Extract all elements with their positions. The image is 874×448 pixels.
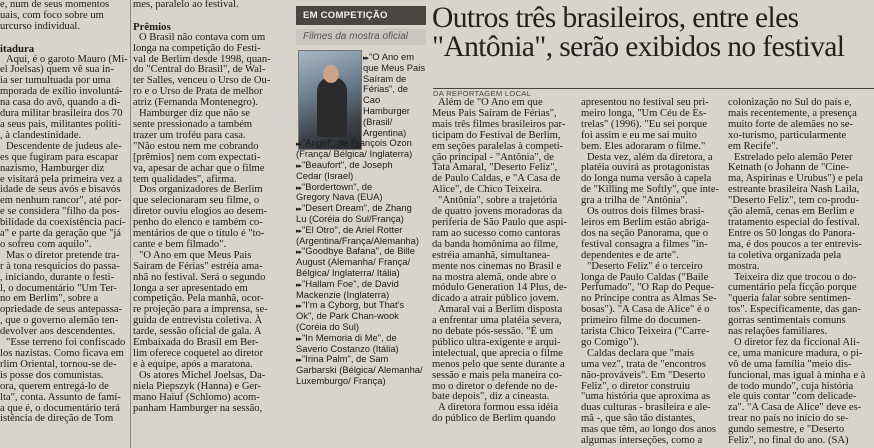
film-entry-text: "I'm a Cyborg, but That's [301, 299, 405, 311]
text-line: bilidade da coexistência pací- [0, 217, 126, 229]
competition-sidebar [296, 6, 426, 448]
text-line: atriz (Fernanda Montenegro). [133, 97, 259, 109]
text-line: tos". Especificamente, das gan- [728, 304, 861, 316]
text-line: e visitará pela primeira vez a [0, 173, 123, 185]
text-line: dicado a atrair público jovem. [432, 293, 559, 305]
text-line: panham Hamburger na sessão, [133, 402, 263, 414]
text-line: Entre os 50 longas do Panora- [728, 227, 856, 239]
bullet-arrow-icon: ▸▸ [296, 357, 302, 365]
headline-line-1: Outros três brasileiros, entre eles [432, 2, 799, 34]
byline: DA REPORTAGEM LOCAL [433, 89, 532, 98]
film-entry-text: "Hallam Foe", de David [301, 277, 399, 289]
text-line: Aqui, é o garoto Mauro (Mi- [6, 53, 128, 65]
text-line: no em Berlim", sobre a [0, 293, 99, 305]
text-line: mes, paralelo ao festival. [133, 0, 239, 10]
text-line: opriedade de seus antepassa- [0, 304, 123, 316]
text-line: dura militar brasileira dos 70 [0, 108, 123, 120]
text-line: ram ao sucesso como cantoras [432, 227, 561, 239]
text-line: es que fugiram para escapar [0, 151, 119, 163]
text-line: gorras sentimentais comuns [728, 315, 846, 327]
text-line: tratamento especial do festival. [728, 216, 860, 228]
text-line: meiro longa, "Um Céu de Es- [581, 107, 707, 119]
text-line: O Brasil não contava com um [139, 31, 266, 43]
film-entry-text: (Coréia do Sul) [296, 320, 360, 332]
text-line: no Príncipe contra as Almas Se- [581, 293, 717, 305]
film-entry-text: Cedar (Israel) [296, 169, 354, 181]
text-line: "Deserto Feliz", tem co-produ- [728, 195, 860, 207]
text-line: em Recife". [728, 140, 779, 152]
text-line: ora, querem entregá-lo de [0, 380, 109, 392]
article-column-5 [728, 98, 874, 448]
film-entry-line [296, 376, 426, 387]
bullet-arrow-icon: ▸▸ [296, 227, 302, 235]
text-line: do "Central do Brasil", de Wal- [133, 64, 266, 76]
text-line: mporada de exílio involuntá- [0, 86, 123, 98]
text-line: Caldas declara que "mais [587, 347, 694, 359]
text-line: Descendente de judeus ale- [6, 140, 122, 152]
bullet-arrow-icon: ▸▸ [296, 303, 302, 311]
text-line: , iniciando, durante o festi- [0, 271, 115, 283]
film-entry-text: "Desert Dream", de Zhang [301, 202, 412, 214]
text-line: gundo semestre, e "Deserto [728, 424, 845, 436]
article-column-4 [581, 98, 724, 448]
text-line: mentários de que o título é "to- [133, 228, 265, 240]
text-line: Tata Amaral, "Deserto Feliz", [432, 162, 558, 174]
text-line: que selecionaram seu filme, o [133, 195, 260, 207]
text-line: "O Ano em que Meus Pais [139, 249, 252, 261]
text-line: mas que têm, ao longo dos anos [581, 424, 717, 436]
text-line: ele quis contar "com delicade- [728, 391, 857, 403]
text-line: r à tona resquícios do passa- [0, 260, 120, 272]
text-line: istência de direção de Tom [0, 413, 114, 425]
text-line: el Joelsas) quem vê sua in- [0, 64, 114, 76]
text-line: mais três filmes brasileiros par- [432, 118, 566, 130]
text-line: festival consagra a filmes "in- [581, 238, 708, 250]
text-line: trelas" (1996). "Eu sei porque [581, 118, 708, 130]
text-line: go Comigo"). [581, 336, 639, 348]
text-line: tarde, sessão oficial de gala. A [133, 326, 262, 338]
bullet-arrow-icon: ▸▸ [296, 249, 302, 257]
text-line: apresentou no festival seu pri- [581, 98, 709, 108]
sidebar-header: EM COMPETIÇÃO [296, 6, 426, 25]
text-line: cumentário pela ficção porque [728, 282, 857, 294]
text-line: ticipam do Festival de Berlim, [432, 129, 561, 141]
film-entry-text: Argentina) [363, 126, 407, 138]
text-line: trazer um troféu para casa. [133, 129, 246, 141]
text-line: de Paulo Caldas, e "A Casa de [432, 173, 561, 185]
text-line: l, o documentário "Um Ter- [0, 282, 118, 294]
film-entry-text: Férias", de [363, 83, 409, 95]
text-line: dependentes e de arte". [581, 249, 679, 261]
text-line: cante e bem filmado". [133, 238, 227, 250]
text-line: Dos organizadores de Berlim [139, 184, 263, 196]
text-line: mostra. [728, 260, 760, 272]
text-line: público ultra-exigente e arqui- [432, 336, 561, 348]
text-line: Os outros dois filmes brasi- [587, 206, 705, 218]
text-line: Prêmios [133, 20, 171, 33]
text-line: competição. Pela manhã, ocor- [133, 293, 264, 305]
text-line: , que o governo alemão ten- [0, 315, 119, 327]
text-line: de todo mundo", cuja história [728, 380, 854, 392]
text-line: los nazistas. Como ficava em [0, 348, 124, 359]
article-column-2 [133, 0, 293, 448]
article-column-3 [432, 98, 577, 448]
text-line: , à clandestinidade. [0, 129, 82, 141]
text-line: Embaixada do Brasil em Ber- [133, 337, 259, 349]
text-line: longa de Paulo Caldas ("Baile [581, 271, 709, 283]
text-line: va, apesar de achar que o filme [133, 162, 265, 174]
text-line: nazismo, Hamburger diz [0, 162, 105, 174]
article-column-1 [0, 0, 129, 448]
text-line: "uma história que aproxima as [581, 391, 711, 403]
text-line: lim oferece coquetel ao diretor [133, 348, 264, 359]
film-entry-line [296, 63, 426, 74]
text-line: gra a trilha de "Antônia". [581, 195, 688, 207]
film-entry-text: August (Alemanha/ França/ [296, 256, 411, 268]
film-entry-line [296, 117, 426, 128]
film-entry-text: que Meus Pais [363, 61, 426, 73]
text-line: mano Haiuf (Schlomo) acom- [133, 391, 260, 403]
text-line: sente pressionado a também [133, 118, 253, 130]
text-line: intelectual, que aprecia o filme [432, 347, 563, 359]
film-entry-text: "Angel", de François Ozon [301, 137, 412, 149]
text-line: re projeção para a imprensa, se- [133, 304, 268, 316]
text-line: uais, com foco sobre um [0, 9, 104, 21]
film-entry-text: "O Ano em [368, 51, 415, 62]
text-line: ma, Aspirinas e Urubus") e pela [728, 173, 863, 185]
text-line: guida de entrevista coletiva. À [133, 315, 263, 327]
film-entry-text: Bélgica/ Inglaterra/ Itália) [296, 266, 400, 278]
column-rule [130, 0, 131, 448]
text-line: e à equipe, após a maratona. [133, 358, 253, 370]
film-entry-line [296, 84, 426, 95]
text-line: na casa do avô, quando a di- [0, 97, 121, 109]
text-line: Feliz", no final do ano. (SA) [728, 435, 849, 447]
text-line: ter Salles, venceu o Urso de Ou- [133, 75, 271, 87]
text-line: ce, uma manicure madura, o pi- [728, 347, 863, 359]
text-line: algumas interseções, como a [581, 435, 703, 447]
text-line: ma, é dos poucos a ter entrevis- [728, 238, 862, 250]
film-entry-text: Cao [363, 94, 381, 106]
text-line: itadura [0, 42, 35, 55]
bullet-arrow-icon: ▸▸ [296, 184, 302, 192]
text-line: longa na competição do Festi- [133, 42, 261, 54]
film-entry-text: Lu (Coréia do Sul/França) [296, 212, 404, 224]
text-line: devolver aos descendentes. [0, 326, 116, 338]
bullet-arrow-icon: ▸▸ [296, 162, 302, 170]
text-line: diretor ouviu elogios ao desem- [133, 206, 268, 218]
text-line: rlim Oriental, tornou-se de- [0, 358, 117, 370]
bullet-arrow-icon: ▸▸ [296, 206, 302, 214]
text-line: niela Piepszyk (Hanna) e Ger- [133, 380, 262, 392]
text-line: ia ser tumultuada por uma [0, 75, 111, 87]
film-entry-text: Ok", de Park Chan-wook [296, 310, 399, 322]
film-entry-text: Saverio Costanzo (Itália) [296, 342, 399, 354]
text-line: idade de seus avós e bisavós [0, 184, 121, 196]
text-line: o sofreu com aquilo". [0, 238, 92, 250]
film-entry-text: Saíram de [363, 72, 407, 84]
text-line: em nenhum rancor", até por- [0, 195, 122, 207]
text-line: lta", conta. Assunto de famí- [0, 391, 121, 403]
film-entry-text: "Goodbye Bafana", de Bille [301, 245, 415, 257]
text-line: dos na seção Panorama, que o [581, 227, 709, 239]
text-line: trear no país no início do se- [728, 413, 849, 425]
text-line: da banda homônima ao filme, [432, 238, 559, 250]
text-line: estréia amanhã, simultanea- [432, 249, 550, 261]
text-line: A diretora formou essa idéia [438, 402, 559, 414]
film-entry-text: "El Otro", de Ariel Rotter [301, 223, 403, 235]
text-line: mo o diretor o defende no de- [432, 380, 558, 392]
film-entry-text: "Beaufort", de Joseph [301, 158, 393, 170]
text-line: de quatro jovens moradoras da [432, 206, 563, 218]
text-line: na mostra alemã, onde abre o [432, 271, 557, 283]
text-line: Mas o diretor pretende tra- [6, 249, 120, 261]
text-line: bate depois", diz a cineasta. [432, 391, 550, 403]
text-line: periferia de São Paulo que aspi- [432, 216, 568, 228]
text-line: ção principal - "Antônia", de [432, 151, 554, 163]
bullet-arrow-icon: ▸▸ [296, 335, 302, 343]
text-line: Hamburger diz que não se [139, 108, 251, 120]
text-line: sessão e mais pela maneira co- [432, 369, 563, 381]
text-line: mã -, que são tão distantes, [581, 413, 696, 425]
text-line: tarista Chico Teixeira ("Carre- [581, 326, 710, 338]
text-line: Feliz", o diretor construiu [581, 380, 691, 392]
text-line: em seções paralelas à competi- [432, 140, 564, 152]
text-line: is posse dos comunistas. [0, 369, 104, 381]
text-line: leiros em Berlim estão abriga- [581, 216, 710, 228]
text-line: a que é, o documentário terá [0, 402, 121, 414]
text-line: vô de uma família "meio dis- [728, 358, 852, 370]
text-line: nhã no festival. Será o segundo [133, 271, 266, 283]
text-line: Estrelado pelo alemão Peter [734, 151, 853, 163]
film-entry-text: "Bordertown", de [301, 180, 373, 192]
text-line: colonização no Sul do país e, [728, 98, 852, 108]
text-line: mais recentemente, a presença [728, 107, 857, 119]
film-list [296, 52, 426, 387]
text-line: a enfrentar uma platéia severa, [432, 315, 562, 327]
text-line: "Antônia", sobre a trajetória [438, 195, 558, 207]
text-line: ro e o Urso de Prata de melhor [133, 86, 263, 98]
text-line: "Esse terreno foi confiscado [6, 337, 126, 349]
text-line: urcurso individual. [0, 20, 81, 32]
text-line: foi assim e eu me saí muito [581, 129, 697, 141]
text-line: xo-turismo, particularmente [728, 129, 847, 141]
text-line: menos pelo que sente durante a [432, 358, 565, 370]
text-line: funcional, mas igual à minha e à [728, 369, 866, 381]
text-line: não-prováveis". Em "Deserto [581, 369, 706, 381]
film-entry-text: (Brasil/ [363, 115, 393, 127]
film-entry-text: (França/ Bélgica/ Inglaterra) [296, 148, 413, 160]
text-line: "queria falar sobre sentimen- [728, 293, 851, 305]
text-line: Perfumado", "O Rap do Peque- [581, 282, 715, 294]
text-line: "Não estou nem me cobrando [133, 140, 259, 152]
text-line: Saíram de Férias" estréia ama- [133, 260, 263, 272]
text-line: tem qualidades", afirma. [133, 173, 237, 185]
text-line: Além de "O Ano em que [438, 98, 543, 108]
text-line: Ketnath (o Johann de "Cine- [728, 162, 849, 174]
text-line: ta coletiva organizada pela [728, 249, 842, 261]
film-entry-text: Hamburger [363, 104, 410, 116]
text-line: primeiro filme do documen- [581, 315, 701, 327]
bullet-arrow-icon: ▸▸ [296, 281, 302, 289]
text-line: penho do elenco e também co- [133, 217, 263, 229]
text-line: "Deserto Feliz" é o terceiro [587, 260, 703, 272]
film-entry-text: Gregory Nava (EUA) [296, 191, 383, 203]
text-line: Os atores Michel Joelsas, Da- [139, 369, 266, 381]
text-line: val de Berlim desde 1998, quan- [133, 53, 271, 65]
text-line: muito forte de alemães no se- [728, 118, 854, 130]
film-entry-text: Mackenzie (Inglaterra) [296, 288, 390, 300]
text-line: bem. Eles adoraram o filme." [581, 140, 706, 152]
text-line: a seus pais, militantes políti- [0, 118, 121, 130]
text-line: nas relações familiares. [728, 326, 828, 338]
text-line: [prêmios] nem com expectati- [133, 151, 261, 163]
text-line: Alice", de Chico Teixeira. [432, 184, 543, 196]
film-entry-text: "In Memoria di Me", de [301, 331, 397, 343]
text-line: longa a ser apresentado em [133, 282, 248, 294]
text-line: O diretor fez da ficcional Ali- [734, 336, 860, 348]
text-line: Teixeira diz que trocou o do- [734, 271, 857, 283]
text-line: Meus Pais Saíram de Férias", [432, 107, 557, 119]
text-line: bosas"). "A Casa de Alice" é o [581, 304, 710, 316]
film-entry-text: (Argentina/França/Alemanha) [296, 234, 419, 246]
text-line [0, 33, 129, 44]
headline-line-2: "Antônia", serão exibidos no festival [432, 31, 845, 63]
text-line: duas culturas - brasileira e ale- [581, 402, 711, 414]
text-line: módulo Generation 14 Plus, de- [432, 282, 568, 294]
text-line: za". "A Casa de Alice" deve es- [728, 402, 862, 414]
text-line: e, num de seus momentos [0, 0, 110, 10]
text-line: Amaral vai a Berlim disposta [438, 304, 563, 316]
bullet-arrow-icon: ▸▸ [363, 55, 369, 62]
film-entry-text: Garbarski (Bélgica/ Alemanha/ [296, 364, 423, 376]
text-line: mente nos cinemas no Brasil e [432, 260, 562, 272]
text-line: estreante brasileira Nash Laila, [728, 184, 860, 196]
text-line: Desta vez, além da diretora, a [587, 151, 713, 163]
bullet-arrow-icon: ▸▸ [296, 141, 302, 149]
film-entry-text: "Irina Palm", de Sam [301, 353, 389, 365]
text-line: a" e parte da geração que "já [0, 228, 121, 240]
text-line: platéia ouvirá as protagonistas [581, 162, 710, 174]
text-line: de "Killing me Softly", que inte- [581, 184, 720, 196]
text-line: e se considera "filho da pos- [0, 206, 120, 218]
film-entry-text: Luxemburgo/ França) [296, 374, 386, 386]
headline [432, 4, 874, 62]
text-line: do público de Berlim quando [432, 413, 556, 425]
sidebar-subheader: Filmes da mostra oficial [296, 29, 426, 45]
text-line: do longa numa versão à capela [581, 173, 712, 185]
film-entry-line [296, 106, 426, 117]
text-line: ção alemã, cenas em Berlim e [728, 206, 855, 218]
text-line: uma vez", trata de "encontros [581, 358, 706, 370]
text-line: no debate pós-sessão. "É um [432, 326, 554, 338]
